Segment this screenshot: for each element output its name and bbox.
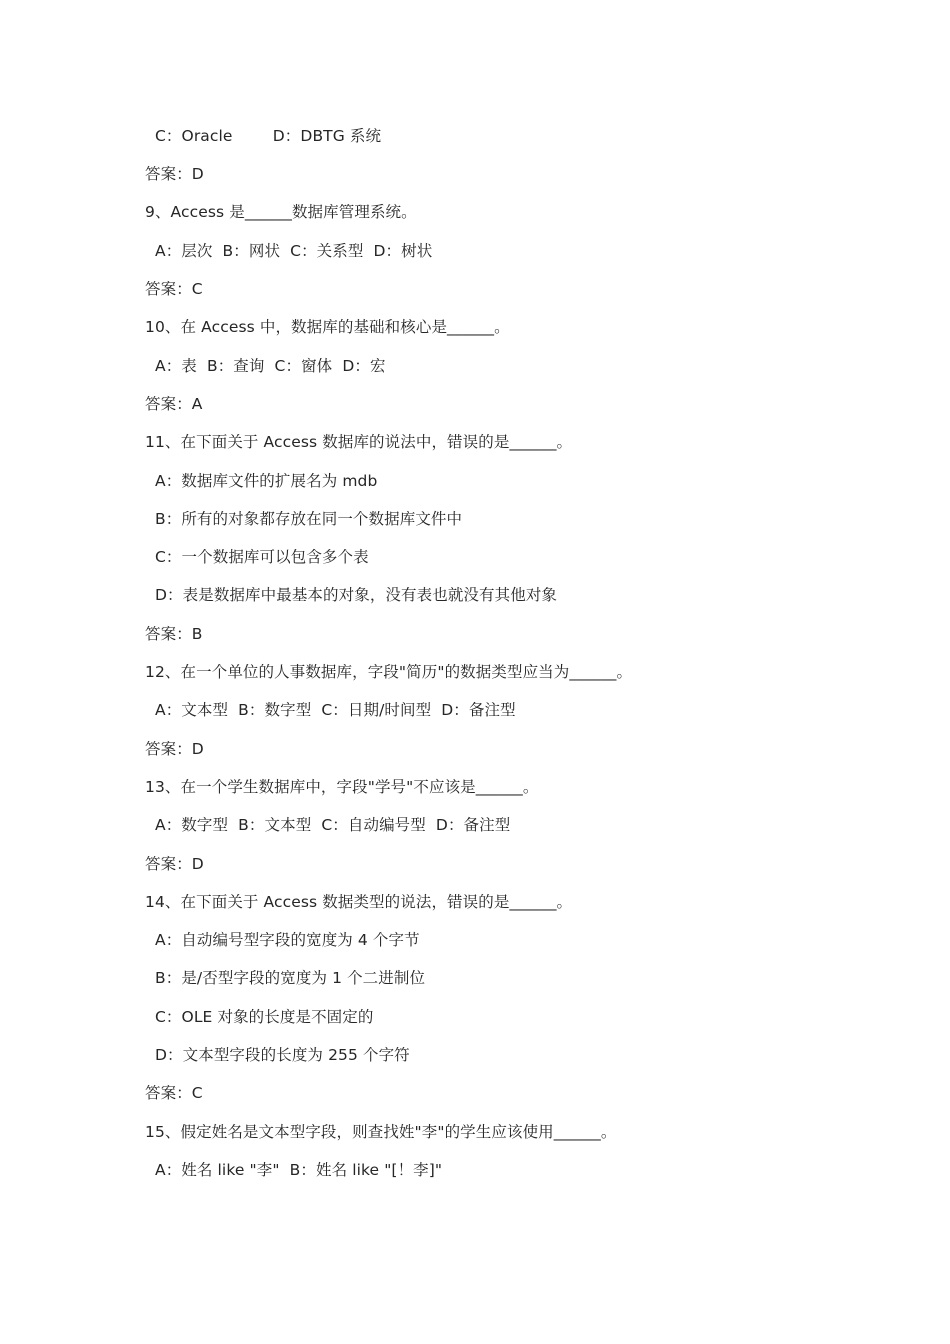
option-line: C：OLE 对象的长度是不固定的	[155, 1008, 374, 1026]
question-line: 10、在 Access 中，数据库的基础和核心是______。	[145, 318, 510, 336]
answer-line: 答案：C	[145, 280, 203, 298]
option-line: A：表 B：查询 C：窗体 D：宏	[155, 357, 386, 375]
option-line: B：所有的对象都存放在同一个数据库文件中	[155, 510, 463, 528]
option-line: D：文本型字段的长度为 255 个字符	[155, 1046, 410, 1064]
option-line: B：是/否型字段的宽度为 1 个二进制位	[155, 969, 426, 987]
question-line: 13、在一个学生数据库中，字段"学号"不应该是______。	[145, 778, 539, 796]
question-line: 15、假定姓名是文本型字段，则查找姓"李"的学生应该使用______。	[145, 1123, 617, 1141]
option-line: A：文本型 B：数字型 C：日期/时间型 D：备注型	[155, 701, 516, 719]
answer-line: 答案：D	[145, 740, 204, 758]
answer-line: 答案：D	[145, 855, 204, 873]
question-line: 11、在下面关于 Access 数据库的说法中，错误的是______。	[145, 433, 573, 451]
option-line: A：姓名 like "李" B：姓名 like "[！李]"	[155, 1161, 443, 1179]
answer-line: 答案：B	[145, 625, 203, 643]
answer-line: 答案：C	[145, 1084, 203, 1102]
option-line: C：一个数据库可以包含多个表	[155, 548, 369, 566]
option-line: A：层次 B：网状 C：关系型 D：树状	[155, 242, 433, 260]
question-line: 14、在下面关于 Access 数据类型的说法，错误的是______。	[145, 893, 573, 911]
question-line: 9、Access 是______数据库管理系统。	[145, 203, 417, 221]
option-line: D：表是数据库中最基本的对象，没有表也就没有其他对象	[155, 586, 558, 604]
option-line: C：Oracle D：DBTG 系统	[155, 127, 382, 145]
option-line: A：数字型 B：文本型 C：自动编号型 D：备注型	[155, 816, 511, 834]
option-line: A：数据库文件的扩展名为 mdb	[155, 472, 378, 490]
option-line: A：自动编号型字段的宽度为 4 个字节	[155, 931, 420, 949]
answer-line: 答案：A	[145, 395, 203, 413]
question-line: 12、在一个单位的人事数据库，字段"简历"的数据类型应当为______。	[145, 663, 633, 681]
answer-line: 答案：D	[145, 165, 204, 183]
